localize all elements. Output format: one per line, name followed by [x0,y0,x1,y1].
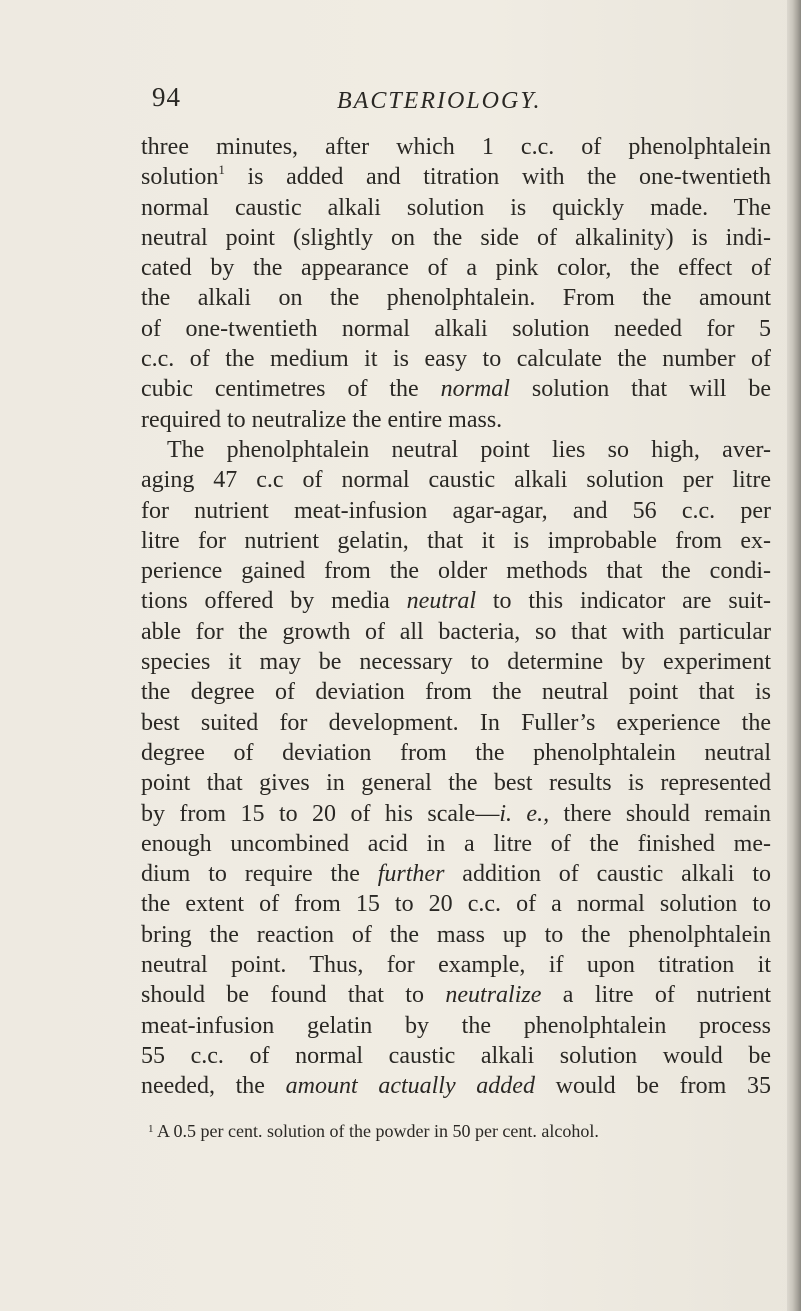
text-run: needed, the [141,1073,286,1100]
text-line: of one-twentieth normal alkali solution needed for 5 [141,315,771,342]
page-edge-shadow [787,0,801,1311]
page-header [0,82,801,122]
text-line [141,859,771,889]
footnote [148,1121,768,1142]
text-run: would be from 35 [534,1073,771,1100]
text-line: perience gained from the older methods that the condi- [141,558,771,585]
text-line: The phenolphtalein neutral point lies so high, aver- [167,436,771,463]
text-line [141,799,771,829]
text-line [141,374,771,404]
text-line: litre for nutrient gelatin, that it is improbable from ex- [141,527,771,554]
text-run: should be found that to [141,982,446,1009]
text-line: point that gives in general the best results is represented [141,770,771,797]
text-run: tions offered by media [141,588,407,615]
running-head: BACTERIOLOGY. [337,88,542,114]
text-run: solution [141,164,219,191]
text-run: dium to require the [141,861,378,888]
text-line: species it may be necessary to determine by experiment [141,649,771,676]
italic-run: normal [440,376,510,403]
text-line: three minutes, after which 1 c.c. of phenolphtalein [141,134,771,160]
text-run: there should remain [549,800,771,827]
text-run: addition of caustic alkali to [444,861,772,888]
footnote-reference: 1 [218,162,225,178]
text-line: 55 c.c. of normal caustic alkali solution would be [141,1042,771,1069]
text-run: solution that will be [509,376,771,403]
text-run: is added and titration with the one-twentieth [224,164,771,191]
text-line: degree of deviation from the phenolphtalein neutral [141,739,771,766]
italic-run: further [377,861,445,888]
text-line: for nutrient meat-infusion agar-agar, and 56 c.c. per [141,497,771,524]
text-line [141,586,771,616]
text-line: the degree of deviation from the neutral point that is [141,679,771,706]
footnote-text: A 0.5 per cent. solution of the powder in 50 per cent. alcohol. [153,1121,599,1141]
text-line: the extent of from 15 to 20 c.c. of a normal solution to [141,891,771,918]
text-line: enough uncombined acid in a litre of the finished me- [141,830,771,857]
italic-run: neutralize [445,982,542,1009]
text-line: able for the growth of all bacteria, so that with particular [141,618,771,645]
text-line [141,980,771,1010]
body-text [141,132,771,1102]
text-line: cated by the appearance of a pink color, the effect of [141,255,771,282]
text-run: a litre of nutrient [541,982,771,1009]
text-line: neutral point (slightly on the side of alkalinity) is indi- [141,224,771,251]
text-run: cubic centimetres of the [141,376,441,403]
text-run: to this indicator are suit- [476,588,771,615]
text-line: the alkali on the phenolphtalein. From the amount [141,285,771,312]
text-line: normal caustic alkali solution is quickly made. The [141,194,771,221]
text-line: bring the reaction of the mass up to the phenolphtalein [141,921,771,948]
text-line: meat-infusion gelatin by the phenolphtalein process [141,1012,771,1039]
text-line: aging 47 c.c of normal caustic alkali solution per litre [141,467,771,494]
text-line [141,1071,771,1101]
footnote-marker: 1 [148,1123,154,1135]
italic-run: i. e., [499,800,550,827]
text-line: c.c. of the medium it is easy to calculate the number of [141,346,771,373]
text-run: by from 15 to 20 of his scale— [141,800,500,827]
italic-run: amount actually added [285,1073,535,1100]
text-line: neutral point. Thus, for example, if upon titration it [141,952,771,979]
text-line [141,162,771,192]
text-line: required to neutralize the entire mass. [141,406,503,433]
text-line: best suited for development. In Fuller’s experience the [141,709,771,736]
page-number: 94 [152,82,181,112]
italic-run: neutral [406,588,476,615]
